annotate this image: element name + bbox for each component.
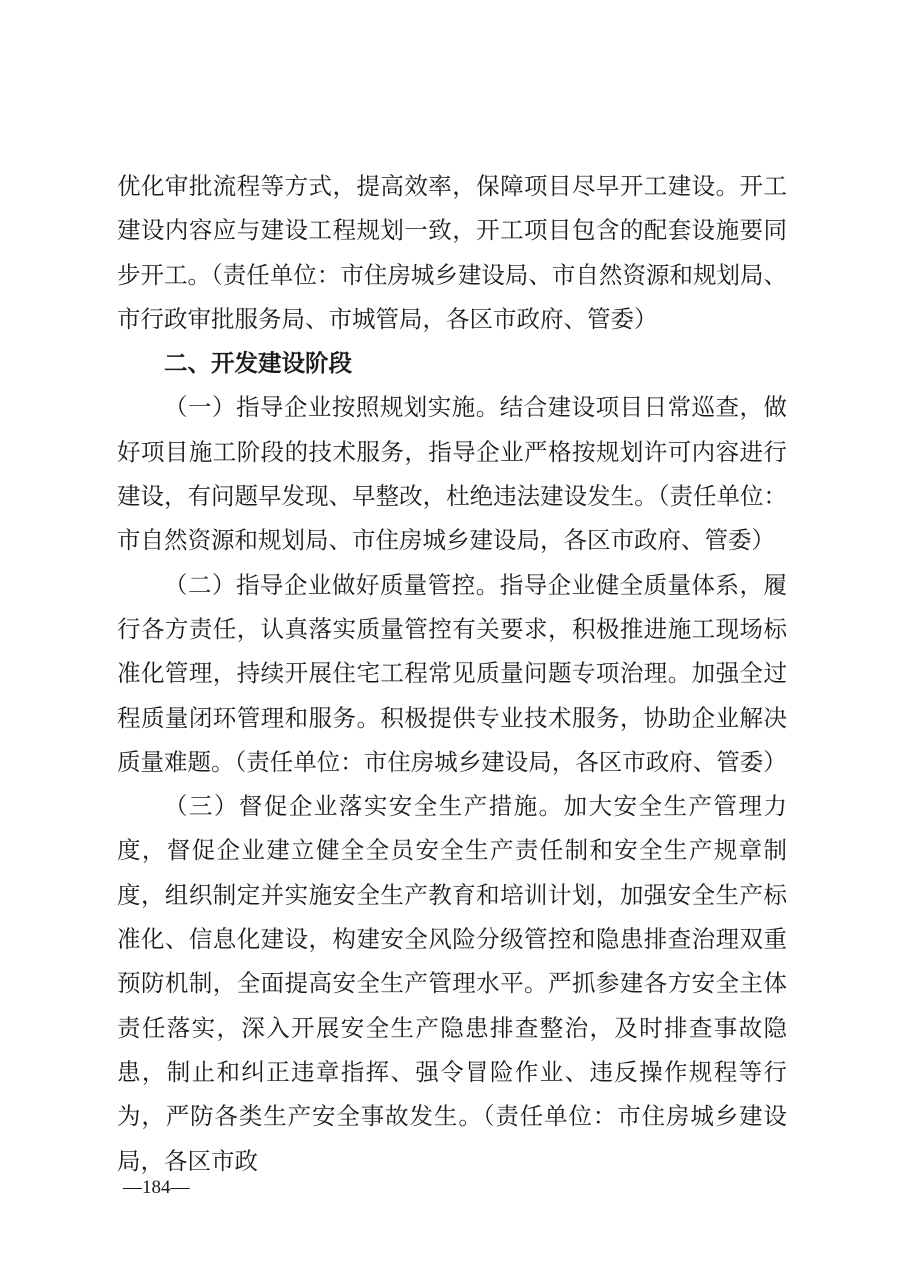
paragraph-item-1: （一）指导企业按照规划实施。结合建设项目日常巡查，做好项目施工阶段的技术服务，指导企业严格按规划许可内容进行建设，有问题早发现、早整改，杜绝违法建设发生。（责任单位：市自然资源和规划局、市住房城乡建设局，各区市政府、管委） bbox=[117, 393, 787, 555]
paragraph-item-3: （三）督促企业落实安全生产措施。加大安全生产管理力度，督促企业建立健全全员安全生产责任制和安全生产规章制度，组织制定并实施安全生产教育和培训计划，加强安全生产标准化、信息化建设，构建安全风险分级管控和隐患排查治理双重预防机制，全面提高安全生产管理水平。严抓参建各方安全主体责任落实，深入开展安全生产隐患排查整治，及时排查事故隐患，制止和纠正违章指挥、强令冒险作业、违反操作规程等行为，严防各类生产安全事故发生。（责任单位：市住房城乡建设局，各区市政 bbox=[117, 792, 787, 1175]
section-heading: 二、开发建设阶段 bbox=[164, 349, 352, 378]
page-number: —184— bbox=[123, 1177, 190, 1198]
paragraph-item-2: （二）指导企业做好质量管控。指导企业健全质量体系，履行各方责任，认真落实质量管控有关要求，积极推进施工现场标准化管理，持续开展住宅工程常见质量问题专项治理。加强全过程质量闭环管理和服务。积极提供专业技术服务，协助企业解决质量难题。（责任单位：市住房城乡建设局，各区市政府、管委） bbox=[117, 570, 787, 776]
document-body bbox=[117, 164, 787, 1183]
paragraph-intro-continuation: 优化审批流程等方式，提高效率，保障项目尽早开工建设。开工建设内容应与建设工程规划一致，开工项目包含的配套设施要同步开工。（责任单位：市住房城乡建设局、市自然资源和规划局、市行政审批服务局、市城管局，各区市政府、管委） bbox=[117, 172, 787, 333]
